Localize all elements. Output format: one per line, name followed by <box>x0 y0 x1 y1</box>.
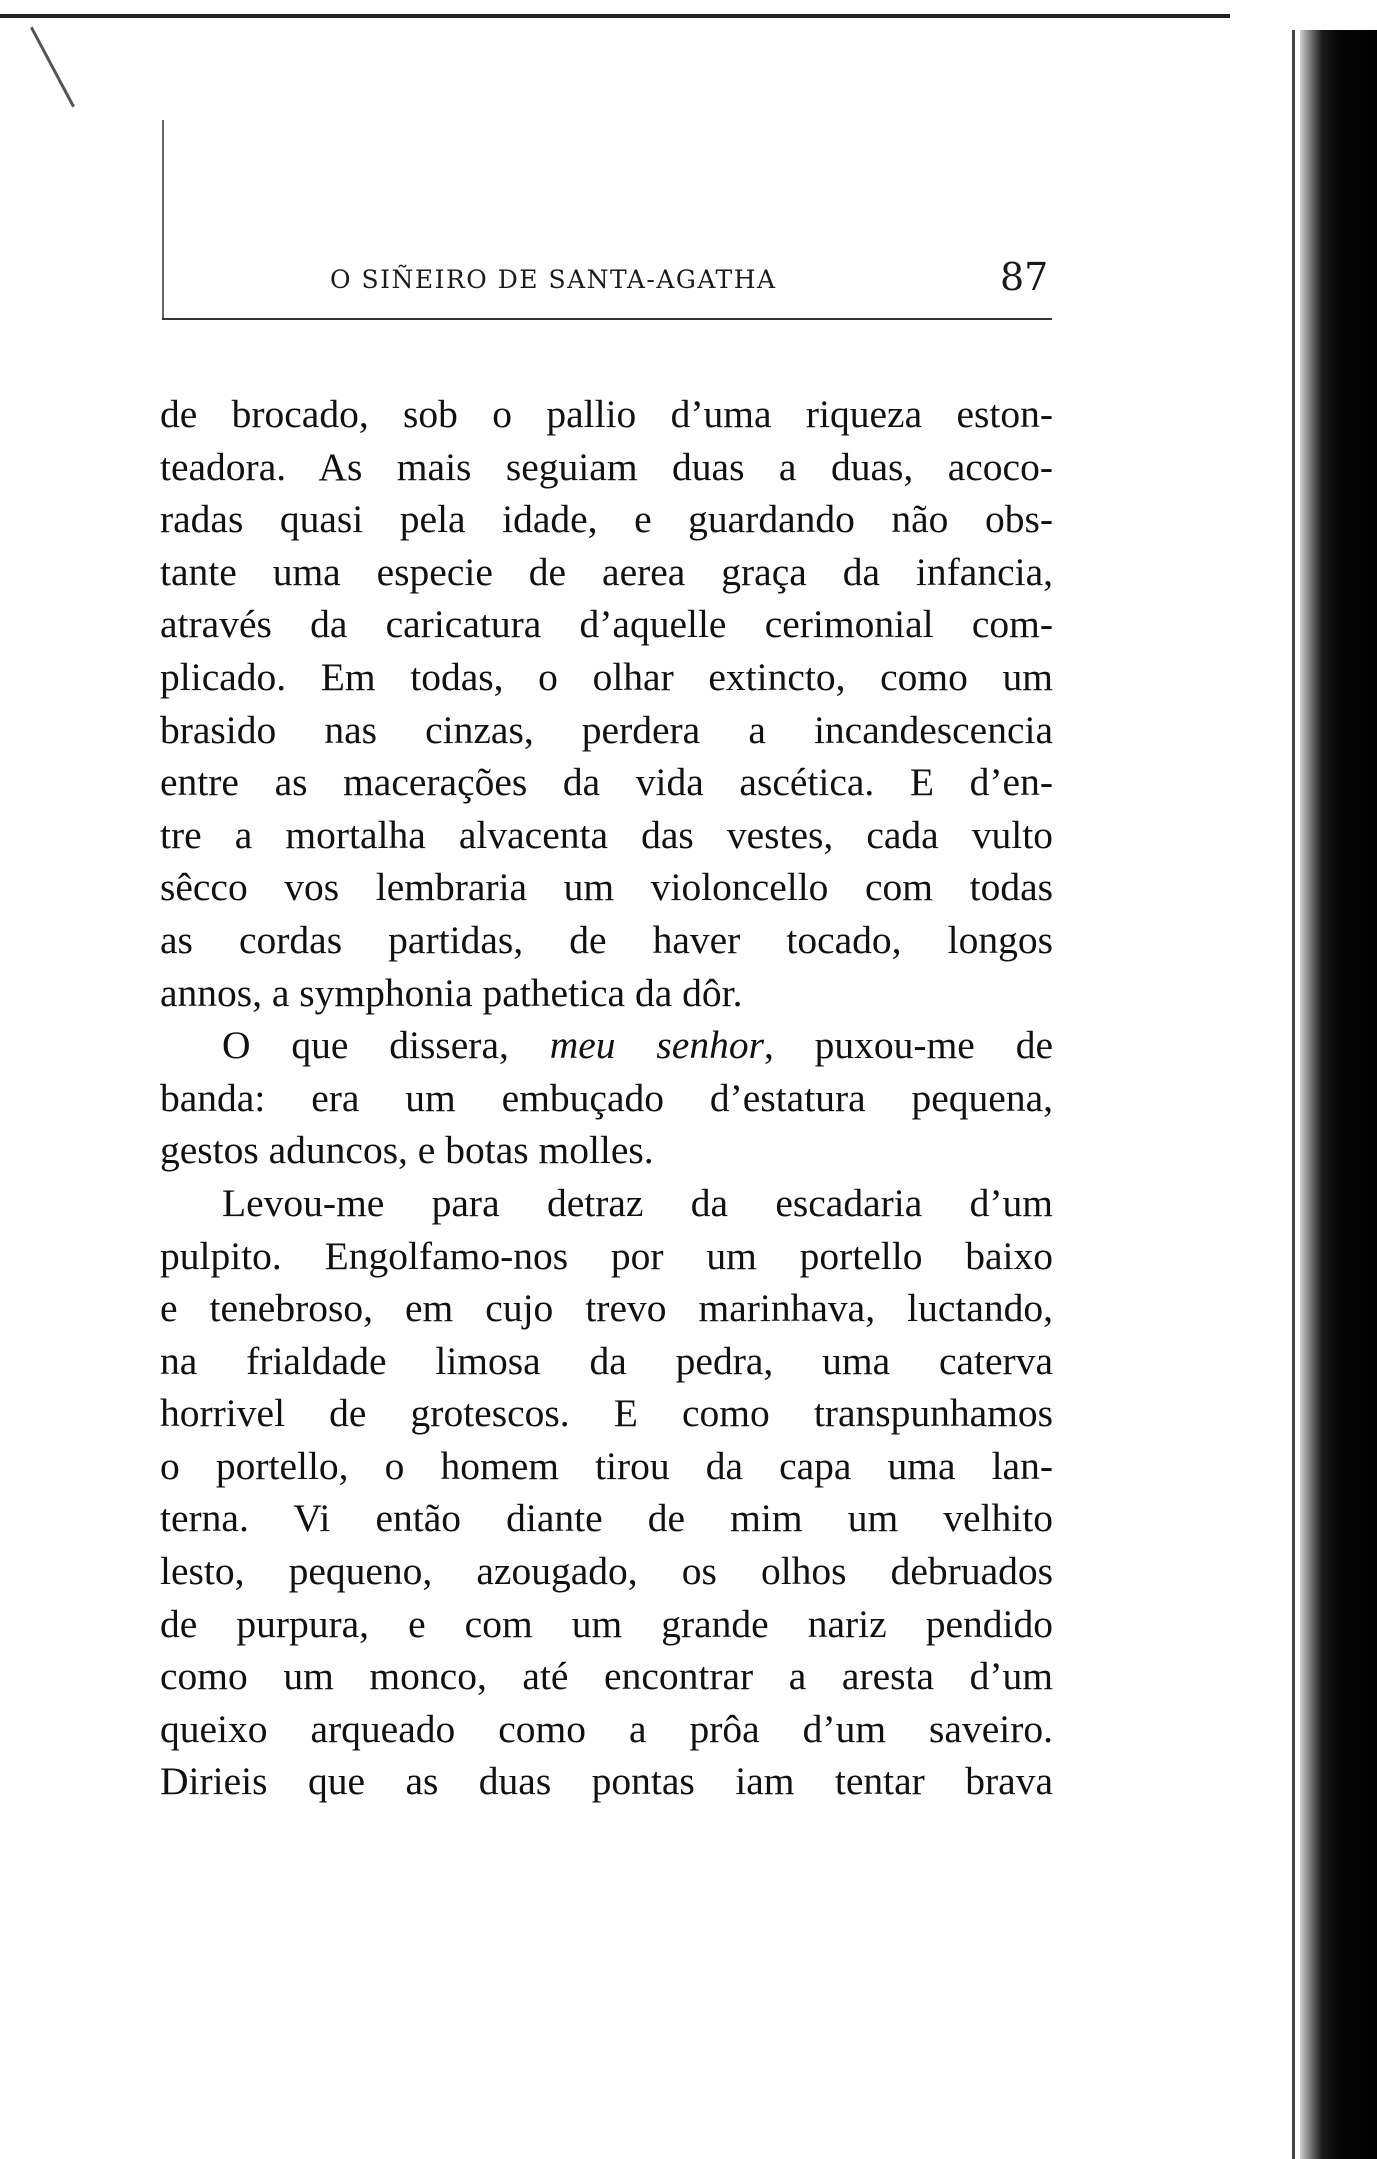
binding-edge <box>1292 30 1295 2159</box>
book-binding-shadow <box>1300 30 1377 2159</box>
italic-phrase: meu senhor <box>549 1023 764 1068</box>
text-line: horrivel de grotescos. E como transpunhamos <box>160 1391 1053 1436</box>
text-line: entre as macerações da vida ascética. E d’en- <box>160 760 1053 805</box>
text-line: tante uma especie de aerea graça da infancia, <box>160 549 1053 594</box>
text-line: e tenebroso, em cujo trevo marinhava, luctando, <box>160 1286 1053 1331</box>
page-number: 87 <box>1000 255 1049 299</box>
text-line: Levou-me para detraz da escadaria d’um <box>222 1180 1053 1225</box>
text-line: terna. Vi então diante de mim um velhito <box>160 1496 1053 1541</box>
text-line: como um monco, até encontrar a aresta d’um <box>160 1654 1053 1699</box>
text-line: sêcco vos lembraria um violoncello com todas <box>160 865 1053 910</box>
text-line: gestos aduncos, e botas molles. <box>160 1128 654 1173</box>
page-top-edge <box>0 14 1230 18</box>
text-line: Dirieis que as duas pontas iam tentar brava <box>160 1759 1053 1804</box>
text-line: teadora. As mais seguiam duas a duas, acoco- <box>160 444 1053 489</box>
text-line: através da caricatura d’aquelle cerimonial com- <box>160 602 1053 647</box>
text-line: banda: era um embuçado d’estatura pequena, <box>160 1075 1053 1120</box>
header-rule <box>162 318 1052 320</box>
text-line: pulpito. Engolfamo-nos por um portello baixo <box>160 1233 1053 1278</box>
text-line: queixo arqueado como a prôa d’um saveiro. <box>160 1706 1053 1751</box>
text-line: radas quasi pela idade, e guardando não obs- <box>160 497 1053 542</box>
text-line: de purpura, e com um grande nariz pendido <box>160 1601 1053 1646</box>
margin-line <box>162 120 164 320</box>
body-text <box>160 388 1053 1808</box>
text-line <box>160 1019 1053 1072</box>
text-line: annos, a symphonia pathetica da dôr. <box>160 970 743 1015</box>
text-line: tre a mortalha alvacenta das vestes, cada vulto <box>160 812 1053 857</box>
text-line: o portello, o homem tirou da capa uma lan- <box>160 1443 1053 1488</box>
text-line: as cordas partidas, de haver tocado, longos <box>160 917 1053 962</box>
running-title: O SIÑEIRO DE SANTA-AGATHA <box>330 265 777 294</box>
text-span: , puxou-me de <box>763 1023 1053 1068</box>
text-line: lesto, pequeno, azougado, os olhos debruados <box>160 1549 1053 1594</box>
scan-mark <box>30 27 75 108</box>
text-line: na frialdade limosa da pedra, uma caterva <box>160 1338 1053 1383</box>
text-line: plicado. Em todas, o olhar extincto, como um <box>160 654 1053 699</box>
text-line: brasido nas cinzas, perdera a incandescencia <box>160 707 1053 752</box>
text-line: de brocado, sob o pallio d’uma riqueza eston- <box>160 392 1053 436</box>
text-span: O que dissera, <box>222 1023 550 1068</box>
